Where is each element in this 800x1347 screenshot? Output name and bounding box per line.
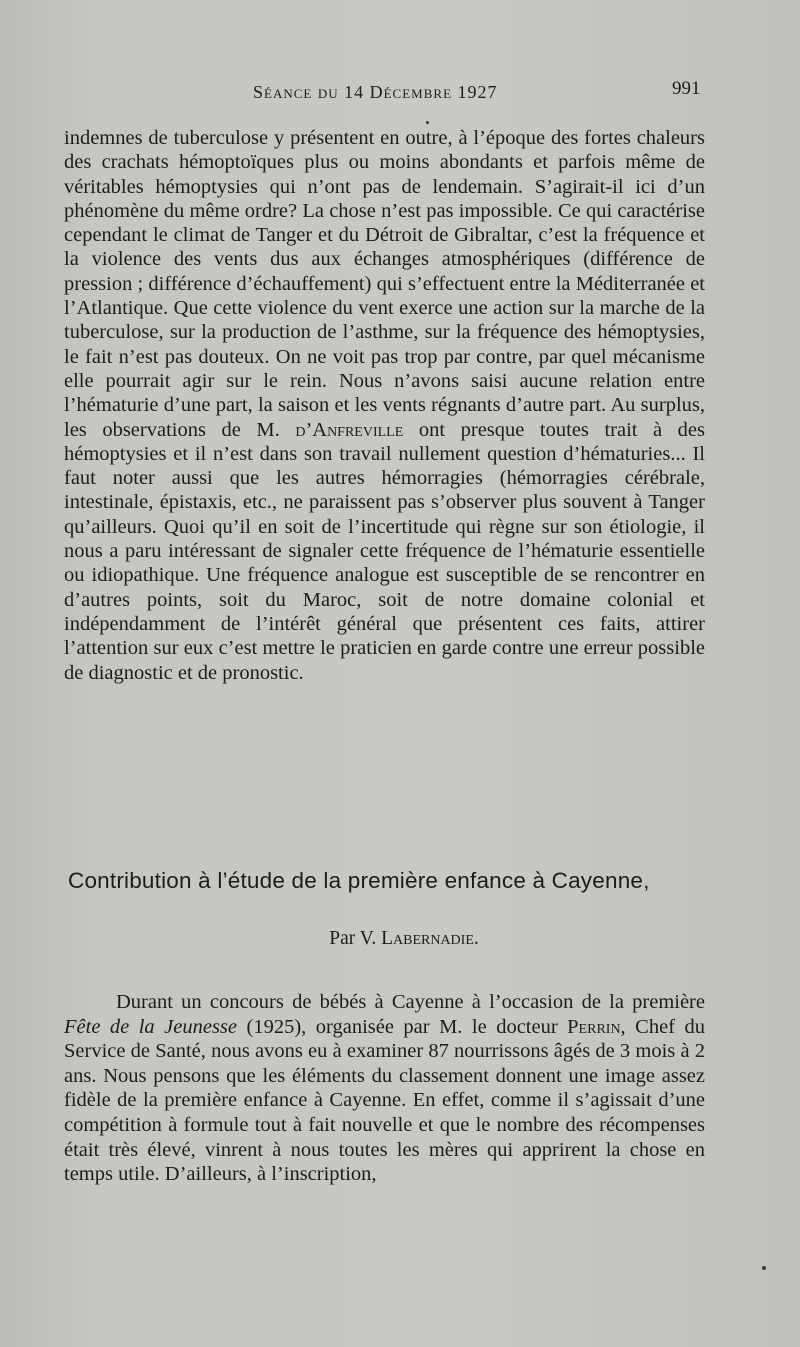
ink-speck [762, 1266, 766, 1270]
paragraph-text-end: Chef du Service de Santé, nous avons eu à examiner 87 nourrissons âgés de 3 mois à 2 ans. Nous pensons que les éléments du classement donnent une image assez fidèle de la première enfance à Cayenne. En effet, comme il s’agissait d’une compétition à formule tout à fait nouvelle et que le nombre des récompenses était très élevé, vinrent à nous toutes les mères qui apprirent la chose en temps utile. D’ailleurs, à l’inscription, [64, 1015, 706, 1186]
author-name: Labernadie. [381, 928, 479, 949]
running-header [0, 78, 800, 108]
paragraph-text-end: ont presque toutes trait à des hémoptysies et il n’est dans son travail nullement question d’hématuries... Il faut noter aussi que les autres hémorragies (hémorragies cérébrale, intestinale, épistaxis, etc., ne paraissent pas s’observer plus souvent à Tanger qu’ailleurs. Quoi qu’il en soit de l’incertitude qui règne sur son étiologie, il nous a paru intéressant de signaler cette fréquence de l’hématurie essentielle ou idiopathique. Une fréquence analogue est susceptible de se rencontrer en d’autres points, soit du Maroc, soit de notre domaine colonial et indépendamment de l’intérêt général que présentent ces faits, attirer l’attention sur eux c’est mettre le praticien en garde contre une erreur possible de diagnostic et de pronostic. [64, 418, 706, 684]
body-paragraph-continued [64, 126, 705, 685]
ink-speck [426, 121, 429, 124]
article-author [0, 928, 800, 950]
running-title: Séance du 14 Décembre 1927 [253, 82, 498, 102]
paragraph-text-start: Durant un concours de bébés à Cayenne à l’occasion de la première [116, 991, 705, 1013]
page-number: 991 [672, 78, 701, 99]
article-first-paragraph [64, 990, 705, 1187]
paragraph-text: indemnes de tuberculose y présentent en outre, à l’époque des fortes chaleurs des crachats hémoptoïques plus ou moins abondants et parfois même de véritables hémoptysies qui n’ont pas de lendemain. S’agirait-il ici d’un phénomène du même ordre? La chose n’est pas impossible. Ce qui caractérise cependant le climat de Tanger et du Détroit de Gibraltar, c’est la fréquence et la violence des vents dus aux échanges atmosphériques (différence de pression ; différence d’échauffement) qui s’effectuent entre la Méditerranée et l’Atlantique. Que cette violence du vent exerce une action sur la marche de la tuberculose, sur la production de l’asthme, sur la fréquence des hémoptysies, le fait n’est pas douteux. On ne voit pas trop par contre, par quel mécanisme elle pourrait agir sur le rein. Nous n’avons saisi aucune relation entre l’hématurie d’une part, la saison et les vents régnants d’autre part. Au surplus, les observations de [64, 127, 705, 441]
author-reference: M. d’Anfreville [256, 418, 404, 441]
article-title: Contribution à l’étude de la première enfance à Cayenne, [68, 868, 650, 893]
person-name: Perrin, [567, 1015, 626, 1038]
event-name: Fête de la Jeunesse [64, 1015, 238, 1038]
paragraph-text-mid: (1925), organisée par M. le docteur [246, 1015, 558, 1038]
author-prefix: Par V. [329, 928, 377, 949]
